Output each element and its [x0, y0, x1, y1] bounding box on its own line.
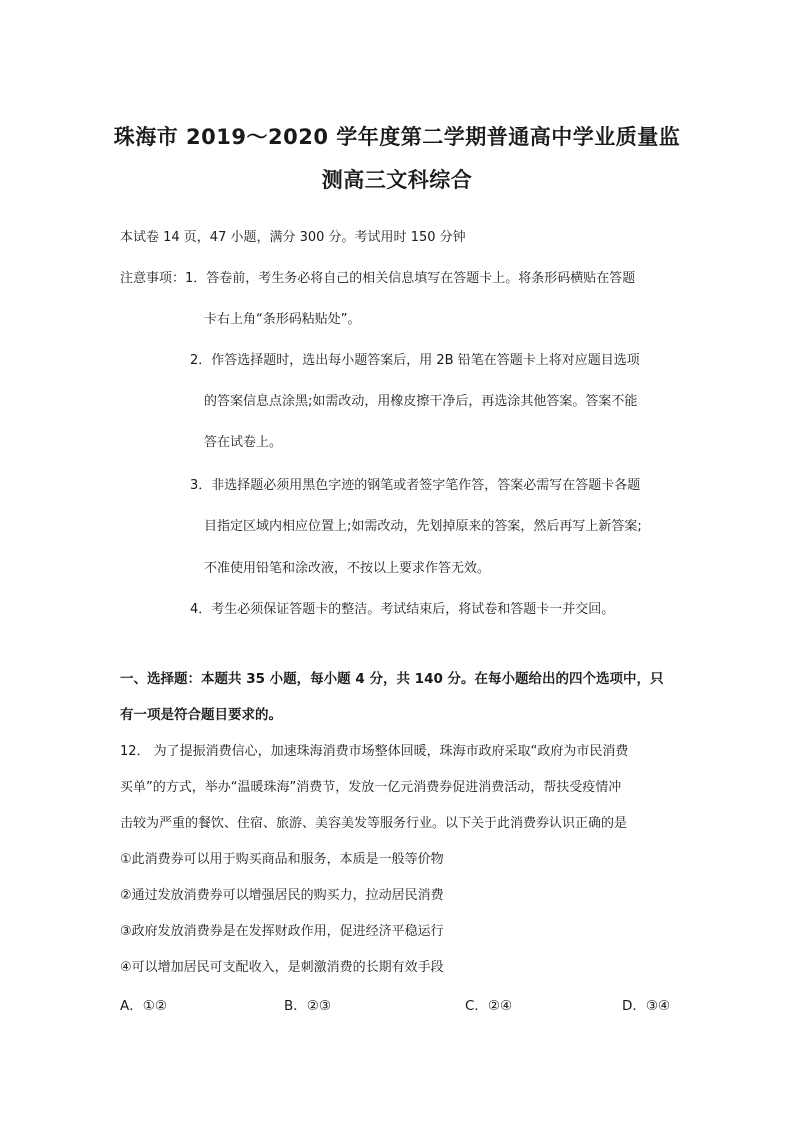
exam-title-line-2: 测高三文科综合	[321, 168, 473, 192]
note-4: 4．考生必须保证答题卡的整洁。考试结束后，将试卷和答题卡一并交回。	[190, 602, 615, 617]
statement-1: ①此消费券可以用于购买商品和服务，本质是一般等价物	[120, 852, 444, 867]
question-12-stem-line-1: 12． 为了提振消费信心，加速珠海消费市场整体回暖，珠海市政府采取“政府为市民消费	[120, 744, 629, 759]
option-a: A．①②	[120, 998, 167, 1014]
statement-2: ②通过发放消费券可以增强居民的购买力，拉动居民消费	[120, 888, 444, 903]
note-1-line-1: 注意事项：1．答卷前，考生务必将自己的相关信息填写在答题卡上。将条形码横贴在答题	[120, 271, 636, 286]
question-12-stem-line-2: 买单”的方式，举办“温暖珠海”消费节，发放一亿元消费券促进消费活动，帮扶受疫情冲	[120, 780, 622, 795]
section-heading-line-1: 一、选择题：本题共 35 小题，每小题 4 分，共 140 分。在每小题给出的四个选项中，只	[120, 671, 664, 687]
section-heading-line-2: 有一项是符合题目要求的。	[120, 707, 282, 723]
question-12-stem-line-3: 击较为严重的餐饮、住宿、旅游、美容美发等服务行业。以下关于此消费券认识正确的是	[120, 816, 628, 831]
note-2-line-3: 答在试卷上。	[204, 435, 283, 450]
note-2-line-1: 2．作答选择题时，选出每小题答案后，用 2B 铅笔在答题卡上将对应题目选项	[190, 353, 640, 368]
note-2-line-2: 的答案信息点涂黑;如需改动，用橡皮擦干净后，再选涂其他答案。答案不能	[204, 394, 638, 409]
note-3-line-2: 目指定区域内相应位置上;如需改动，先划掉原来的答案，然后再写上新答案;	[204, 519, 642, 534]
note-1-line-2: 卡右上角“条形码粘贴处”。	[204, 312, 361, 327]
exam-title-line-1: 珠海市 2019～2020 学年度第二学期普通高中学业质量监	[113, 125, 681, 149]
exam-intro: 本试卷 14 页，47 小题，满分 300 分。考试用时 150 分钟	[120, 230, 466, 245]
note-3-line-3: 不准使用铅笔和涂改液，不按以上要求作答无效。	[204, 561, 491, 576]
note-3-line-1: 3．非选择题必须用黑色字迹的钢笔或者签字笔作答，答案必需写在答题卡各题	[190, 478, 641, 493]
statement-3: ③政府发放消费券是在发挥财政作用，促进经济平稳运行	[120, 924, 444, 939]
statement-4: ④可以增加居民可支配收入，是刺激消费的长期有效手段	[120, 960, 444, 975]
option-d: D．③④	[622, 998, 671, 1014]
option-c: C．②④	[465, 998, 513, 1014]
option-b: B．②③	[284, 998, 331, 1014]
